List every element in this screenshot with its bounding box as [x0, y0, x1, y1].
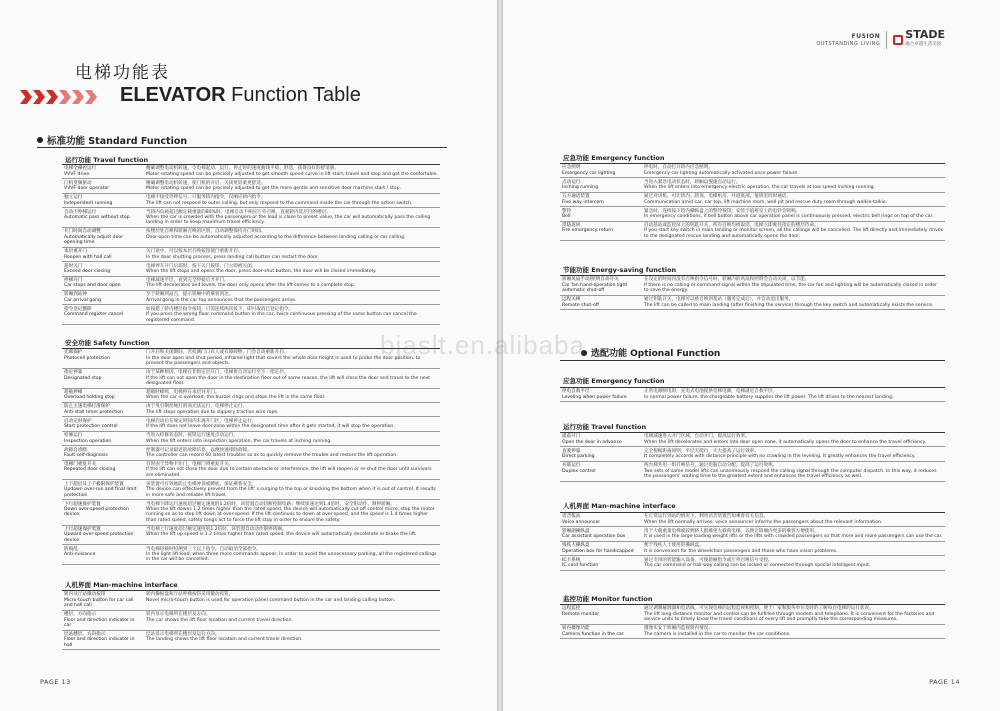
function-name: 电梯门重复开关 Repeated door closing — [62, 460, 144, 480]
table-row — [560, 388, 945, 402]
table-row — [62, 291, 440, 305]
function-name: 指定停靠 Designated stop — [62, 368, 144, 388]
page-number: PAGE 13 — [40, 678, 71, 686]
function-description: 在设定的时间内没有召唤指令信号时，轿厢内的风扇和照明会自动关闭，以节能。 If there is no calling or command signal within the stipulated time, the car fan and lighting will be automatically closed in order to save the energy. — [642, 276, 945, 296]
table-row — [62, 388, 440, 402]
table-row — [62, 610, 440, 630]
function-description: 当电梯上行速度超过额定速度的1.2倍时，该装置自动动作制停轿厢。 When the lift up speed is 1.2 times higher than rated speed, the device will automatically decelerate or brake the lift. — [144, 525, 440, 545]
function-description: 便于残疾人士使用的操纵盘。 It is convenient for the wheelchair passengers and those who have vision problems. — [642, 541, 945, 555]
function-table — [62, 590, 440, 650]
table-row — [560, 178, 945, 192]
function-table — [62, 348, 440, 565]
subsection-title: 安全功能 Safety function — [65, 339, 150, 347]
function-description: 有时由于异物卡住门，电梯门将重复开关。 If the lift can not close the door due to certain obstacle or interference, the lift will reopen or re-shut the door until survivors are eliminated. — [144, 460, 440, 480]
function-name: 应急照明 Emergency car lighting — [560, 164, 642, 178]
function-description: 当电梯下降运行速度超过额定速度的1.2倍时，该装置自动切断控制电路；继续加速达到1.4倍时，安全钳动作，制停轿厢。 When the lift downs 1.2 times higher than the rated speed, the device will automatically cut off control micro, stop the motor running so as to stop lift down at over-speed. If the lift continues to down at over-speed, and the speed is 1.4 times higher than rated speed, safety tongs act to force the lift stop in order to ensure the safety. — [144, 500, 440, 525]
function-name: 故障自诊断 Fault self-diagnosis — [62, 446, 144, 460]
table-row — [560, 447, 945, 461]
table-row — [560, 541, 945, 555]
table-row — [560, 527, 945, 541]
function-name: 楼层、方向指示 Floor and direction indicator in car — [62, 610, 144, 630]
function-description: 通过调制解调器和电话线，可实现电梯的远程监视和控制，便于厂家和服务单位及时的了解每台电梯的运行状况。 The lift long-distance monitor and control can be fulfilled through modem and telephone. It is convenient for the factories and service units to timely know the travel conditions of every lift and promptly take the corresponding measures. — [642, 605, 945, 625]
table-row — [62, 417, 440, 431]
subsection-title: 应急功能 Emergency function — [563, 154, 665, 162]
function-name: 指令登记删除 Command register cancel — [62, 305, 144, 325]
function-description: 用于大载重量电梯或较拥挤人群乘坐大载荷电梯，以便让轿厢内更多的乘客方便使用。 It is used in the large loading weight lifts or the lifts with crowded passengers so that more and more passengers can use the car. — [642, 527, 945, 541]
function-name: IC卡系统 IC card function — [560, 556, 642, 570]
function-description: 至于轿厢到站点，提示轿厢中的乘客到达。 Arrival gong in the car top announces that the passengers arrive. — [144, 291, 440, 305]
function-name: 电梯全操控运行 VVVF drive — [62, 165, 144, 179]
function-description: 关门途中，可以按本层召唤按钮使门重新开启。 In the door shutting process, press landing call button can restart the door. — [144, 247, 440, 261]
function-name: 停电自救平层 Leveling when power failure — [560, 388, 642, 402]
function-description: 由于某种原因，电梯在非指定层开门，电梯将自动运行至下一指定层。 If the lift can not open the door in the destination floor out of some reason, the lift will close the door and travel to the next designated floor. — [144, 368, 440, 388]
function-name: 门机变频驱动 VVVF door operator — [62, 179, 144, 193]
function-name: 点动运行 Inching running — [560, 178, 642, 192]
table-row — [62, 276, 440, 290]
function-description: 电梯停车开门后超时，按下关门按钮，门立即被关闭。 When the lift stops and opens the door, press door-shut button, the door will be closed immediately. — [144, 262, 440, 276]
function-description: 当轿内负载超过额定载重量的80%时，电梯自动不响应厅外召唤，直驶轿内选层目的楼层。 When the car is crowded with the passengers or the load is close to preset value, the car will automatically pass the calling landing in order to keep maximum travel efficiency. — [144, 208, 440, 228]
table-row — [62, 262, 440, 276]
function-description: 电梯减速进入开门区域，自动开门，提高运行效率。 When the lift decelerates and enters into door open zone, it automatically opens the door to enhance the travel efficiency. — [642, 433, 945, 447]
table-row — [560, 164, 945, 178]
watermark: bjaslt.en.alibaba — [380, 330, 585, 360]
subsection-title: 运行功能 Travel function — [65, 156, 149, 164]
function-description: 两台梯共用一组召唤信号，通过电脑自动分配，提高了运行效率。 Two sets of same model lifts can unanimously respond the calling signal through the computer dispatch. In this way, it reduces the passengers' waiting time to the greatest extent and enhances the travel efficiency as well. — [642, 461, 945, 481]
function-description: 电梯不接受外呼信号，只服务轿内指令，仅响应轿内指令。 The lift can not respond to outer calling, but only respond to the command inside the car through the action switch. — [144, 193, 440, 207]
table-row — [560, 276, 945, 296]
page-number: PAGE 14 — [929, 678, 960, 686]
function-name: 下行超速保护装置 Down over-speed protection device — [62, 500, 144, 525]
table-row — [560, 192, 945, 206]
function-name: 轿厢风扇手动/照明自动开关 Car fan hand-operation light automatic shut-off — [560, 276, 642, 296]
function-name: 轿厢副操纵盘 Car assistant operation box — [560, 527, 642, 541]
table-row — [62, 368, 440, 388]
right-page — [503, 0, 1000, 711]
divider — [560, 360, 945, 361]
function-description: 在正常运行到站的情况下，利用语音装置告知乘客有关信息。 When the lift normally arrives, voice announcer informs the passengers about the relevant information. — [642, 513, 945, 527]
function-description: 电梯启动后在规定时间内未离开门区，电梯停止运行。 If the lift does not leave door zone within the designated time after it gets started, it will stop the operation. — [144, 417, 440, 431]
subsection-title: 节能功能 Energy-saving function — [563, 266, 677, 274]
function-name: 自动不停梯运行 Automatic pass without stop — [62, 208, 144, 228]
divider — [37, 147, 447, 148]
table-row — [62, 228, 440, 248]
arrow-decoration — [20, 90, 112, 104]
table-row — [62, 193, 440, 207]
table-row — [560, 461, 945, 481]
function-name: 超时关门 Exceed door closing — [62, 262, 144, 276]
function-name: 轿内摄像功能 Camera function in the car — [560, 624, 642, 638]
function-table — [560, 512, 945, 571]
function-description: 精确调整电动机转速，使门机的开启、关闭更轻柔更舒适。 Motor rotating speed can be precisely adjusted to get the more gentle and sensitive door machine start / stop. — [144, 179, 440, 193]
function-description: 通过对讲机，可让轿内、轿顶、电梯机房、井道底部、值班室同时通话。 Communication amid car, car top, lift machine room, well pit and rescue duty room through walkie-talkie. — [642, 192, 945, 206]
fusion-tagline: FUSION OUTSTANDING LIVING — [816, 32, 881, 47]
subsection-title: 人机界面 Man-machine interface — [563, 502, 676, 510]
table-row — [62, 460, 440, 480]
table-row — [62, 349, 440, 369]
table-row — [62, 630, 440, 650]
function-description: 停电时，自动打开轿内应急照明。 Emergency car lighting automatically activated once power failure. — [642, 164, 945, 178]
subsection-title: 运行功能 Travel function — [563, 423, 647, 431]
bullet-icon — [37, 137, 43, 143]
table-row — [62, 165, 440, 179]
function-description: 通过专用的智能输入设备，可使轿厢指令或厅外召唤信号受控。 The car command or hall-way calling can be locked or connected through special intelligent input. — [642, 556, 945, 570]
table-row — [62, 431, 440, 445]
function-description: 按楼层处召唤和轿厢召唤的区别，自动调整保持开门时间。 Door-open time can be automatically adjusted according to the difference between landing calling or car calling. — [144, 228, 440, 248]
function-description: 正常电源断电时，充电式电池提供电梯电源，电梯就近自救平层。 In normal power failure, the chargeable battery supplies the lift power. The lift drives to the nearest landing. — [642, 388, 945, 402]
function-name: 独立运行 Independent running — [62, 193, 144, 207]
table-row — [62, 500, 440, 525]
function-name: 消防返回 Fire emergency return — [560, 221, 642, 241]
function-description: 当电梯轻载时检测到三个以上指令，自动取消全部指令。 In the light lift load, when three more commands appear, in order to avoid the unnecessary parking, all the registered callings in the car will be cancelled. — [144, 545, 440, 565]
table-row — [560, 221, 945, 241]
function-name: 警铃 Bell — [560, 207, 642, 221]
section-title-standard: 标准功能 Standard Function — [37, 133, 187, 147]
table-row — [560, 433, 945, 447]
function-name: 启动定时保护 Start protection control — [62, 417, 144, 431]
table-row — [62, 208, 440, 228]
function-description: 由于曳引钢丝绳打滑而无法运行，电梯停止运行。 The lift stops operation due to slippery traction wire rope. — [144, 403, 440, 417]
stade-logo: STADE 融合卓越生活美境 — [893, 30, 945, 50]
function-description: 通过钥匙开关，电梯可以被召唤到基站（服务完成后），并自动退出服务。 The lift can be called to main landing (after finishing the service) through the key switch and automatically exists the service. — [642, 295, 945, 309]
function-description: 当进入检修状态时，按钮运行速度点动运行。 When the lift enters into inspection operation, the car travels at inching running. — [144, 431, 440, 445]
function-name: 五方通话装置 Five way intercom — [560, 192, 642, 206]
function-description: 门开启和关闭期间，若检测门口有人或有障碍物，门会自动重新开启。 In the door open and shut period, infrared light that covers the whole door height is used to probe the door position, to prevent the passengers and objects. — [144, 349, 440, 369]
function-name: 超载停梯 Overload holding stop — [62, 388, 144, 402]
function-name: 直驶停靠 Direct parking — [560, 447, 642, 461]
function-name: 轿厢到站钟 Car arrival gong — [62, 291, 144, 305]
table-row — [62, 305, 440, 325]
function-description: 该装置可有效地防止电梯冲顶或蹲底，保证乘客安全。 The device can effectively prevent from the lift' s surging to the top or knocking the bottom when it is out of control. It results in more safe and reliable lift travel. — [144, 480, 440, 500]
function-description: 当进入紧急电动状态时，轿厢以慢速点动运行。 When the lift enters into emergency electric operation, the car travels at low speed inching running. — [642, 178, 945, 192]
function-name: 语音报站 Voice announcer — [560, 513, 642, 527]
function-description: 电梯减速平层，直到完全停稳后才开门。 The lift decelerates and levels, the door only opens after the lift comes to a complete stop. — [144, 276, 440, 290]
function-description: 启动基站或监控屏上的钥匙开关，所有召唤均被取消，电梯立即驶往指定的楼层待命。 If you start key switch in main landing or monitor screen, all the callings will be cancelled. The lift directly and immediately drives to the designated rescue landing and automatically opens the door. — [642, 221, 945, 241]
function-description: 轿内操纵盘和厅站呼梯按钮采用微动按钮。 Novel micro-touch button is used for operation panel command button in the car and landing calling button. — [144, 591, 440, 611]
function-table — [560, 387, 945, 402]
table-row — [62, 525, 440, 545]
table-row — [560, 295, 945, 309]
table-row — [62, 179, 440, 193]
subsection-title: 人机界面 Man-machine interface — [65, 581, 178, 589]
function-description: 轿内显示电梯所在楼层及方向。 The car shows the lift floor location and current travel direction. — [144, 610, 440, 630]
table-row — [62, 247, 440, 261]
function-table — [560, 163, 945, 241]
function-description: 控制器可记录最近的故障信息，以便快速排除故障。 The controller can record 60 latest troubles so as to quickly remove the trouble and restore the lift operation. — [144, 446, 440, 460]
function-table — [560, 604, 945, 639]
function-description: 层站显示电梯所在楼层及运行方向。 The landing shows the lift floor location and current travel direction. — [144, 630, 440, 650]
subsection-title: 监控功能 Monitor function — [563, 595, 653, 603]
function-table — [62, 164, 440, 325]
function-name: 光幕保护 Photocell protection — [62, 349, 144, 369]
function-description: 如按错了轿内楼层指令按钮，只需连续两次按下，即可取消已登记指令。 If you press the wrong floor command button in the car, twice continuous pressing of the same button can cancel the registered command. — [144, 305, 440, 325]
function-name: 开门时间自动调整 Automatically adjust door opening time — [62, 228, 144, 248]
table-row — [560, 513, 945, 527]
function-name: 本层重开门 Reopen with hall call — [62, 247, 144, 261]
function-description: 精确调整电动机转速，令电梯起动、运行、停止时的速度曲线平稳、舒适，获得良好的舒适感。 Motor rotating speed can be precisely adjusted to get smooth speed curve in lift start, travel and stop and get the confortable. — [144, 165, 440, 179]
function-name: 停梯开门 Car stops and door open — [62, 276, 144, 290]
function-description: 摄像头安于轿厢内监视轿内情况。 The camera is installed in the car to monitor the car conditions. — [642, 624, 945, 638]
function-description: 完全根据距离原则，平层无爬行，大大提高了运行效率。 It completely accords with distance principle with no crawling in the leveling. It greatly enhances the travel efficiency. — [642, 447, 945, 461]
divider — [886, 31, 887, 49]
logo-mark-icon — [893, 35, 903, 45]
table-row — [62, 446, 440, 460]
table-row — [560, 605, 945, 625]
table-row — [62, 480, 440, 500]
table-row — [560, 556, 945, 570]
function-name: 远程监控 Remote monitor — [560, 605, 642, 625]
function-description: 紧急时，连续按下轿内操纵盘上的警铃按钮，安装于值班室上的电铃会鸣响。 In emergency conditions, if bell button above car operation panel is continuously pressed, electric bell rings on top of the car. — [642, 207, 945, 221]
function-name: 检修运行 Inspection operation — [62, 431, 144, 445]
function-name: 上下超层及上下极限保护装置 Updown over-run and final limit protection — [62, 480, 144, 500]
page-title-cn: 电梯功能表 — [75, 63, 170, 83]
table-row — [560, 207, 945, 221]
table-row — [560, 624, 945, 638]
function-name: 防捣乱 Anti-nuisance — [62, 545, 144, 565]
function-name: 层站楼层、方向指示 Floor and direction indicator in hall — [62, 630, 144, 650]
function-name: 轿内及厅站微动按钮 Micro-touch button for car call and hall call — [62, 591, 144, 611]
section-title-optional: 选配功能 Optional Function — [581, 346, 720, 359]
function-description: 超载时蜂鸣，电梯停在本层并开门。 When the car is overload, the buzzer rings and stops the lift in the same floor. — [144, 388, 440, 402]
bullet-icon — [581, 350, 587, 356]
subsection-title: 应急功能 Emergency function — [563, 377, 665, 385]
function-name: 防止主速电梯打滑保护 Anti-stall timer protection — [62, 403, 144, 417]
function-name: 并联运行 Duplex control — [560, 461, 642, 481]
left-page — [0, 0, 497, 711]
page-title-en: ELEVATOR Function Table — [120, 84, 361, 106]
brand-logo — [816, 30, 945, 50]
table-row — [62, 403, 440, 417]
function-table — [560, 275, 945, 310]
table-row — [62, 545, 440, 565]
function-name: 提前开门 Open the door in advance — [560, 433, 642, 447]
function-name: 残疾人操纵盘 Operation box for handicapped — [560, 541, 642, 555]
function-name: 远程关梯 Remote shut-off — [560, 295, 642, 309]
table-row — [62, 591, 440, 611]
function-name: 上行超速保护装置 Upward over-speed protection device — [62, 525, 144, 545]
function-table — [560, 432, 945, 482]
